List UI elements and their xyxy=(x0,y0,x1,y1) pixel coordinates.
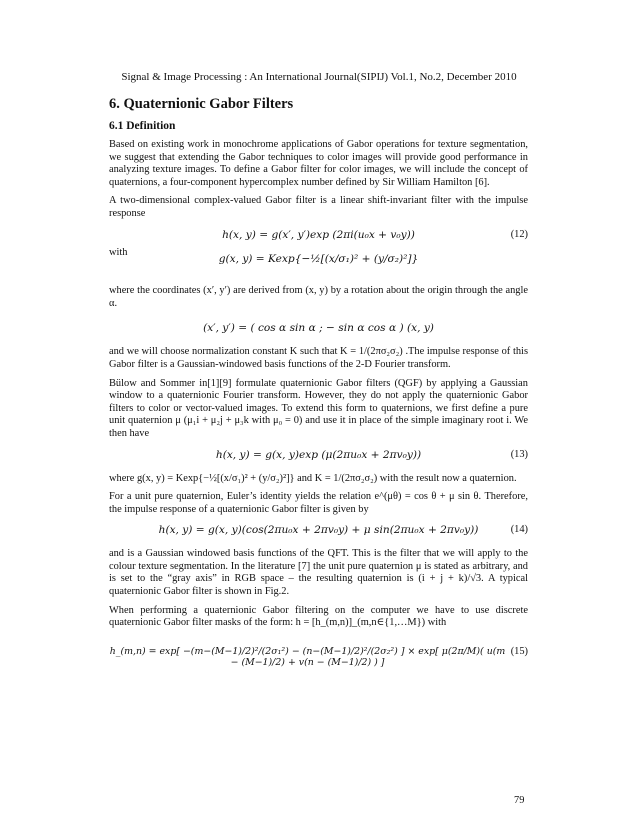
equation-14-number: (14) xyxy=(510,524,528,536)
paragraph-6: where g(x, y) = Kexp{−½[(x/σ₁)² + (y/σ₂)²]} and K = 1/(2πσ₂σ₂) with the result now a quaternion. xyxy=(109,472,517,484)
equation-rotation xyxy=(109,316,528,346)
paragraph-5: Bülow and Sommer in[1][9] formulate quaternionic Gabor filters (QGF) by applying a Gaussian window to a quaternionic Fourier transform. However, they do not apply the quaternionic Gabor filters to color or vector-valued images. To extend this form to quaternions, we first define a pure unit quaternion μ (μ₁i + μ₂j + μ₃k with μ₀ = 0) and use it in place of the simple imaginary root i. We then have xyxy=(109,377,528,439)
paragraph-1: Based on existing work in monochrome applications of Gabor operations for texture segmentation, we suggest that extending the Gabor techniques to color images will provide good performance in analyzing texture images. To define a Gabor filter for color images, we will include the concept of quaternions, a four-component hypercomplex number defined by Sir William Hamilton [6]. xyxy=(109,139,528,188)
equation-15 xyxy=(109,636,528,674)
equation-14-body: h(x, y) = g(x, y)(cos(2πu₀x + 2πv₀y) + μ sin(2πu₀x + 2πv₀y)) xyxy=(158,524,479,537)
equation-15-body: h_(m,n) = exp[ −(m−(M−1)/2)²/(2σ₁²) − (n−(M−1)/2)²/(2σ₂²) ] × exp[ μ(2π/M)( u(m − (M−1)/2) + v(n − (M−1)/2) ) ] xyxy=(109,645,506,668)
page-number: 79 xyxy=(514,795,525,806)
paragraph-7: For a unit pure quaternion, Euler’s identity yields the relation e^(μθ) = cos θ + μ sin θ. Therefore, the impulse response of a quaternionic Gabor filter is given by xyxy=(109,491,528,515)
equation-g-body: g(x, y) = Kexp{−½[(x/σ₁)² + (y/σ₂)²]} xyxy=(218,253,419,266)
equation-12-body: h(x, y) = g(x′, y′)exp (2πi(u₀x + v₀y)) xyxy=(222,228,415,241)
paragraph-4: and we will choose normalization constant K such that K = 1/(2πσ₂σ₂) .The impulse response of this Gabor filter is a Gaussian-windowed basis functions of the 2-D Fourier transform. xyxy=(109,346,528,370)
equation-rotation-body: (x′, y′) = ( cos α sin α ; − sin α cos α ) (x, y) xyxy=(203,322,434,335)
paragraph-8: and is a Gaussian windowed basis functions of the QFT. This is the filter that we will apply to the colour texture segmentation. In the literature [7] the unit pure quaternion μ is stated as arbitrary, and is set to the “gray axis” in RGB space – the resulting quaternion is (i + j + k)/√3. A typical quaternionic Gabor filter is shown in Fig.2. xyxy=(109,548,528,598)
equation-12 xyxy=(109,227,528,247)
equation-15-number: (15) xyxy=(510,645,528,657)
subsection-title: 6.1 Definition xyxy=(109,120,176,132)
paragraph-2: A two-dimensional complex-valued Gabor filter is a linear shift-invariant filter with the impulse response xyxy=(109,195,528,219)
with-text: with xyxy=(109,246,128,258)
equation-13-number: (13) xyxy=(510,448,528,460)
equation-13-body: h(x, y) = g(x, y)exp (μ(2πu₀x + 2πv₀y)) xyxy=(215,448,422,461)
paragraph-3: where the coordinates (x′, y′) are derived from (x, y) by a rotation about the origin through the angle α. xyxy=(109,285,528,309)
equation-14 xyxy=(109,522,528,542)
equation-13 xyxy=(109,447,528,467)
page-content xyxy=(109,96,528,674)
equation-g xyxy=(109,253,528,285)
paragraph-9: When performing a quaternionic Gabor filtering on the computer we have to use discrete quaternionic Gabor filter masks of the form: h = [h_(m,n)]_(m,n∈{1,…M}) with xyxy=(109,604,528,629)
equation-12-number: (12) xyxy=(510,228,528,240)
section-title: 6. Quaternionic Gabor Filters xyxy=(109,96,294,112)
running-header: Signal & Image Processing : An International Journal(SIPIJ) Vol.1, No.2, December 2010 xyxy=(121,71,517,83)
